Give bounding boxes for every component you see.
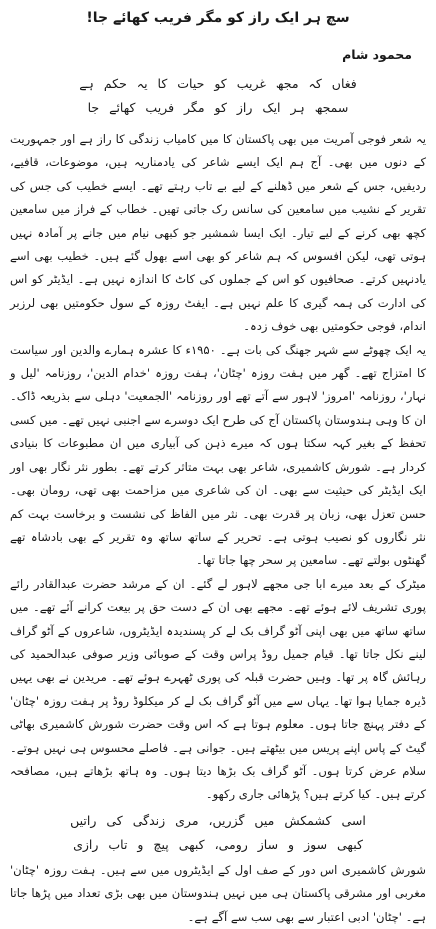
author-byline: محمود شام (342, 47, 412, 62)
opening-verse (10, 72, 426, 120)
paragraph: میٹرک کے بعد میرے ابا جی مجھے لاہور لے گئے۔ ان کے مرشد حضرت عبدالقادر رائے پوری تشریف لائے ہوئے تھے۔ مجھے بھی ان کے دست حق پر بیعت کرانے آئے تھے۔ میں ساتھ ساتھ میں بھی اپنی آٹو گراف بک لے کر پسندیدہ ایڈیٹروں، شاعروں کے آٹو گراف لینے نکل جاتا تھا۔ قیام جمیل روڈ پراس وقت کے صوبائی وزیر صوفی عبدالحمید کی رہائش گاہ پر تھا۔ وہیں حضرت قبلہ کی پوری ٹھہرے ہوئے تھے۔ مریدین نے بھی یہیں ڈیرہ جمایا ہوا تھا۔ یہاں سے میں آٹو گراف بک لے کر میکلوڈ روڈ پر ہفت روزہ 'چٹان' کے دفتر پہنچ جاتا ہوں۔ معلوم ہوتا ہے کہ اس وقت حضرت شورش کاشمیری بھاٹی گیٹ کے پاس اپنے پریس میں بیٹھتے ہیں۔ جوانی ہے۔ فاصلے محسوس ہی نہیں ہوتے۔ سلام عرض کرتا ہوں۔ آٹو گراف بک بڑھا دیتا ہوں۔ وہ ہاتھ بڑھاتے ہیں، مصافحہ کرتے ہیں۔ کیا کرتے ہیں؟ پڑھائی جاری رکھو۔ (10, 576, 426, 802)
verse-line: سمجھ ہر ایک راز کو مگر فریب کھائے جا (87, 100, 349, 115)
article-title: سچ ہر ایک راز کو مگر فریب کھائے جا! (86, 10, 350, 26)
paragraph: شورش کاشمیری اس دور کے صف اول کے ایڈیٹروں میں سے ہیں۔ ہفت روزہ 'چٹان' مغربی اور مشرقی پاکستان ہی میں نہیں ہندوستان میں بھی بڑی تعداد میں پڑھا جاتا ہے۔ 'چٹان' ادبی اعتبار سے بھی سب سے آگے ہے۔ (10, 862, 426, 924)
verse-line: فغاں کہ مجھ غریب کو حیات کا یہ حکم ہے (79, 76, 357, 91)
verse-line: اسی کشمکش میں گزریں، مری زندگی کی راتیں (70, 812, 366, 828)
closing-verse (10, 809, 426, 857)
paragraph: یہ شعر فوجی آمریت میں بھی پاکستان کا میں کامیاب زندگی کا راز ہے اور جمہوریت کے دنوں میں بھی۔ آج ہم ایک ایسے شاعر کی یادمناریہ ہیں، موضوعات، قافیے، ردیفیں، جس کے شعر میں ڈھلنے کے لیے بے تاب رہتے تھے۔ ایسے خطیب کی جس کی تقریر کے نشیب میں سامعین کی سانس رک جاتی تھیں۔ خطاب کے فراز میں سامعین کچھ بھی کرنے کے لیے تیار۔ ایک ایسا شمشیر جو کبھی نیام میں جانے پر آمادہ نہیں ہوتی تھی، لیکن افسوس کہ ہم شاعر کو بھی اسے بھول گئے ہیں۔ خطیب بھی اسے یادنہیں کرتے۔ صحافیوں کو اس کے جملوں کی کاٹ کا اندازہ نہیں ہے۔ ایڈیٹر کو اس کی ادارت کی ہمہ گیری کا علم نہیں ہے۔ ایفٹ روزہ کے سول حکومتیں بھی لرزبر اندام، فوجی حکومتیں بھی خوف زدہ۔ (10, 132, 426, 334)
paragraph: یہ ایک چھوٹے سے شہر جھنگ کی بات ہے۔ ۱۹۵۰ء کا عشرہ ہمارے والدین اور سیاست کا امتزاج تھے۔ گھر میں ہفت روزہ 'چٹان'، ہفت روزہ 'خدام الدین'، روزنامہ 'لیل و نہار'، روزنامہ 'امروز' لاہور سے آتے تھے اور روزنامہ 'الجمعیت' دہلی سے بذریعہ ڈاک۔ ان کا وہی ہندوستان پاکستان آج کی طرح ایک دوسرے سے اجنبی نہیں تھے۔ میں کسی تحفظ کے بغیر کہہ سکتا ہوں کہ میرے ذہن کی آبیاری میں ان مطبوعات کا بنیادی کردار ہے۔ شورش کاشمیری، شاعر بھی بہت متاثر کرتے تھے۔ بطور نثر نگار بھی اور ایک ایڈیٹر کی حیثیت سے بھی۔ ان کی شاعری میں مزاحمت بھی تھی، رومان بھی۔ حسن تعزل بھی، زبان پر قدرت بھی۔ نثر میں الفاظ کی نشست و برخاست بہت کم نثر نگاروں کو نصیب ہوتی ہے۔ تحریر کے ساتھ ساتھ وہ تقریر کے بھی بادشاہ تھے گھنٹوں بولتے تھے۔ سامعین پر سحر چھا جاتا تھا۔ (10, 342, 426, 568)
verse-line: کبھی سوز و ساز رومی، کبھی پیچ و تاب رازی (73, 836, 363, 852)
